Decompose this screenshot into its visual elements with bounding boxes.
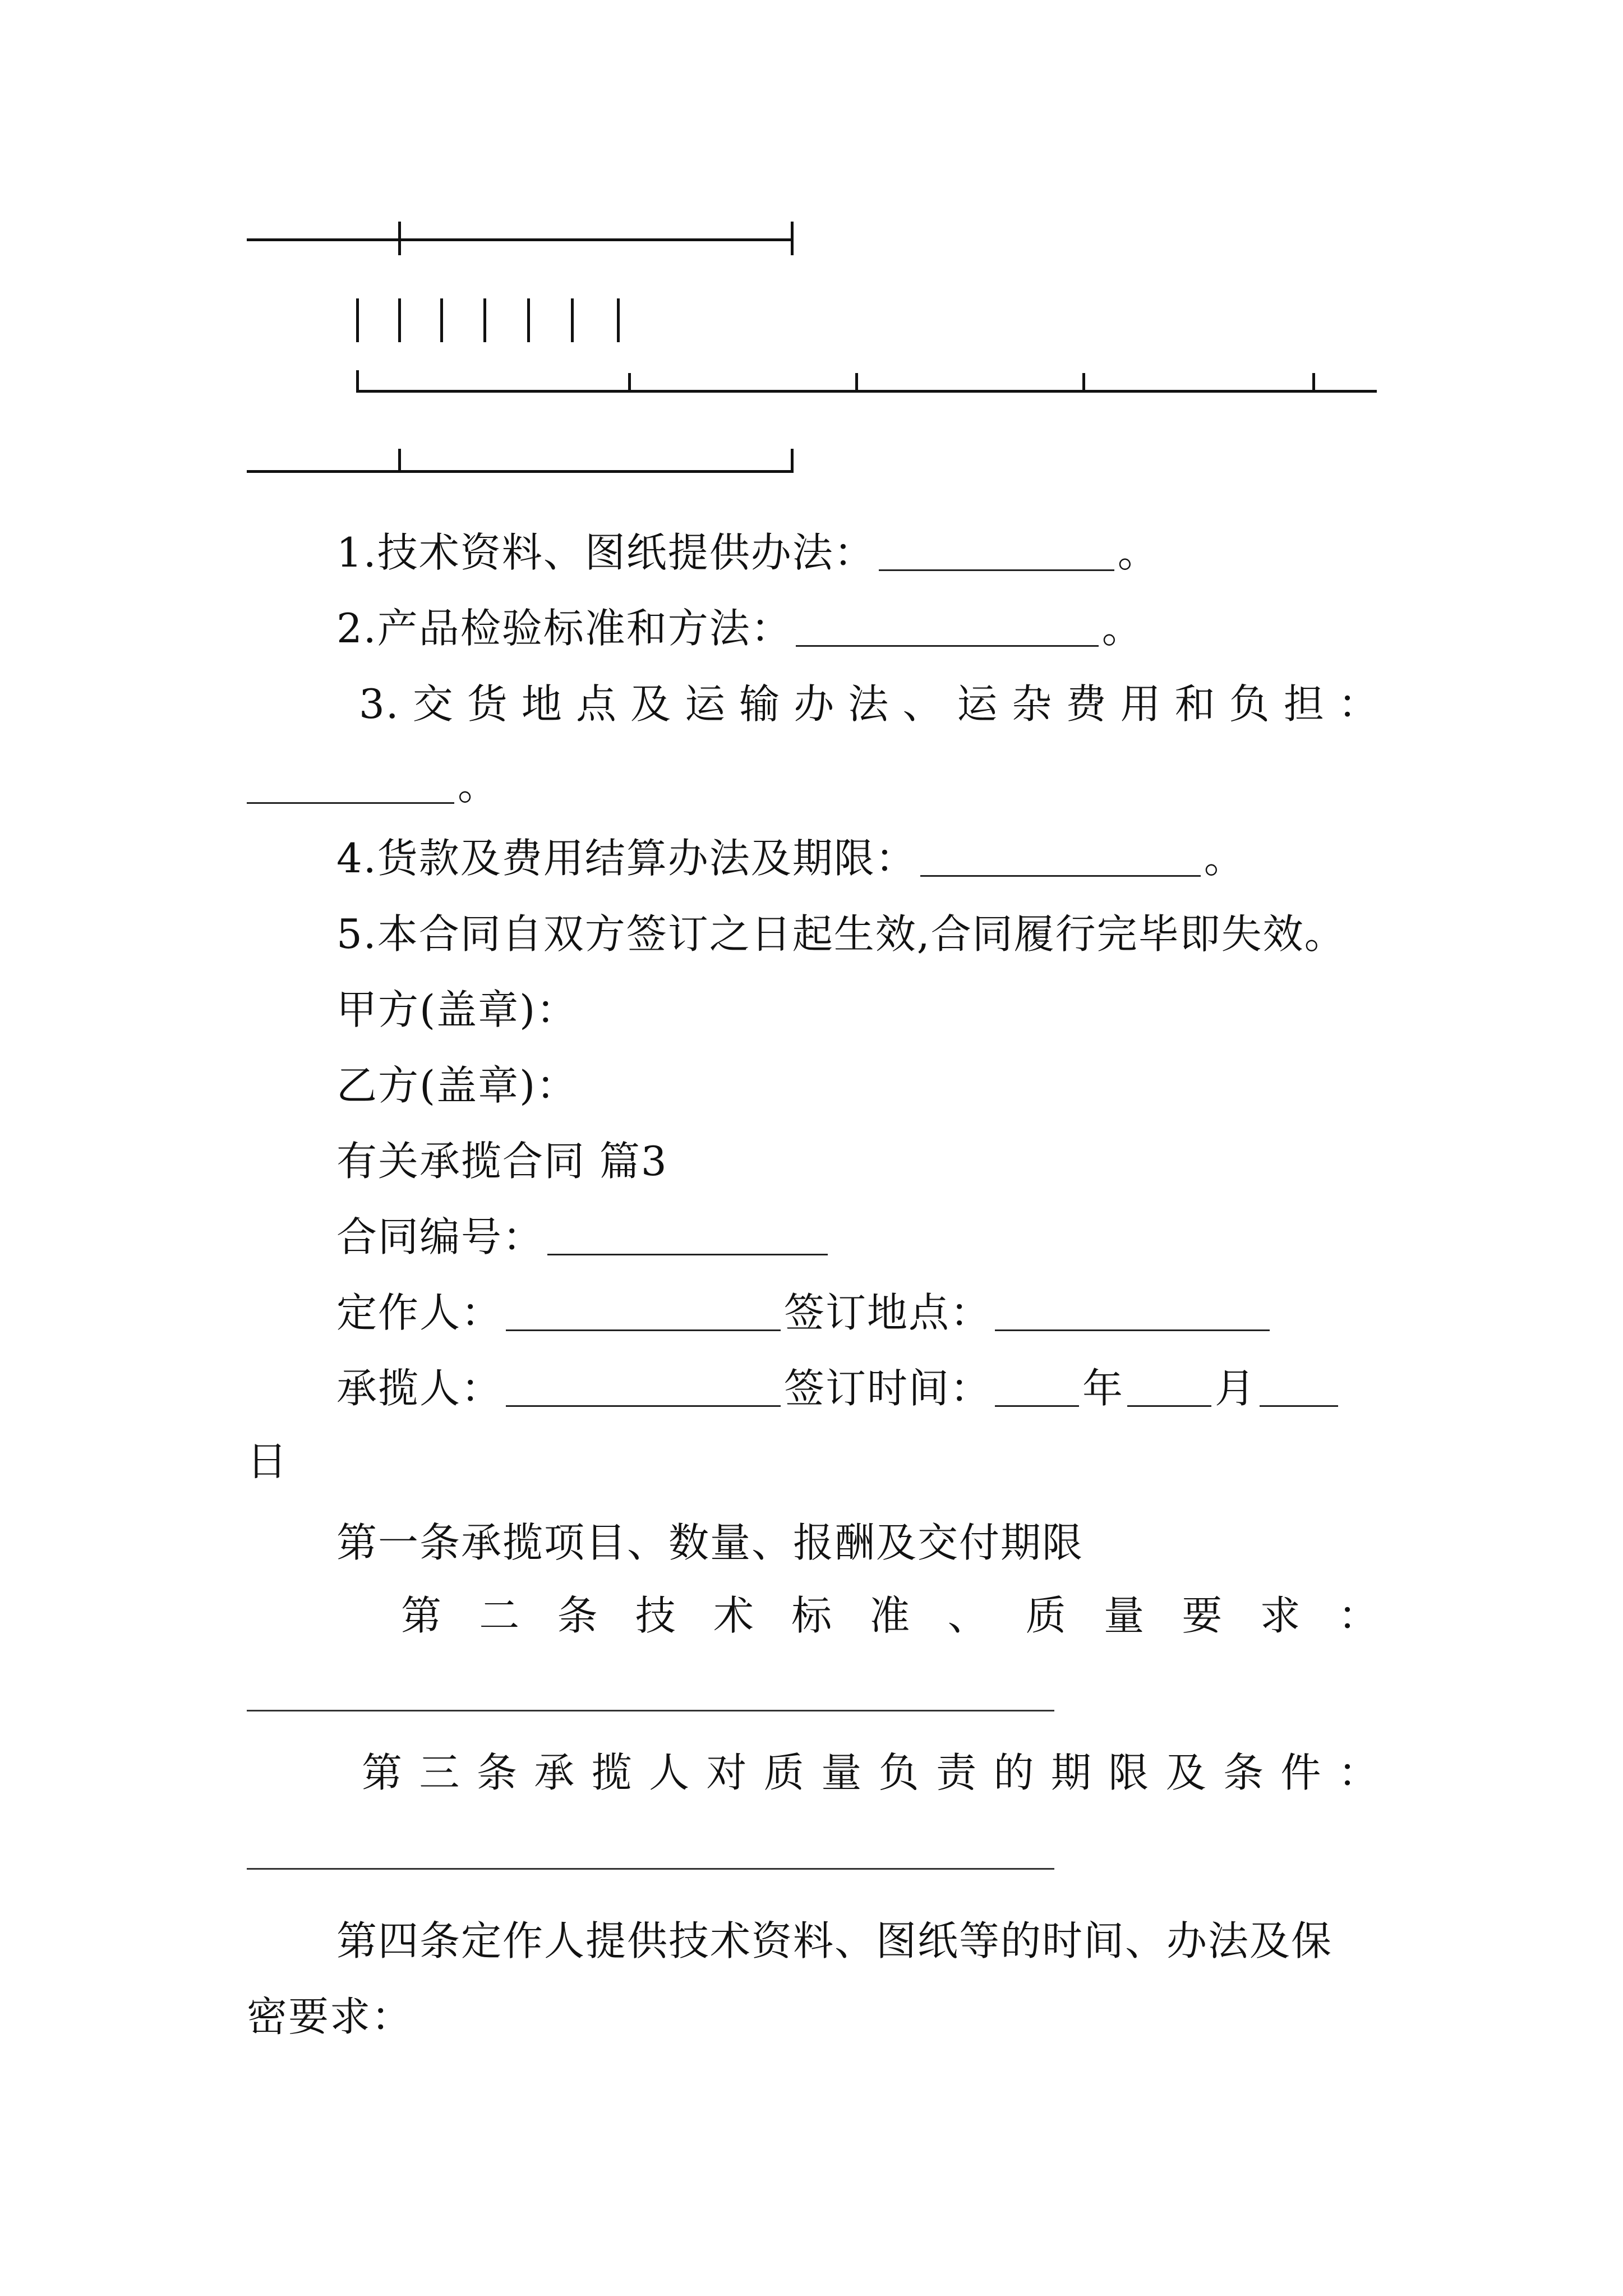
article-2-char: 二 <box>479 1592 521 1639</box>
tech-docs-label: 1.技术资料、图纸提供办法： <box>336 529 875 576</box>
article-3-char: 量 <box>821 1749 863 1796</box>
delivery-char: 费 <box>1066 680 1108 728</box>
contract3-heading: 有关承揽合同 篇3 <box>336 1138 668 1185</box>
article-4-cont: 密要求： <box>247 1993 413 2040</box>
delivery-char: 办 <box>794 680 836 728</box>
contractor-row <box>336 1360 1341 1416</box>
article-3-char: 第 <box>362 1749 404 1796</box>
article-3-char: 的 <box>993 1749 1035 1796</box>
article-2-char: ： <box>1338 1592 1380 1639</box>
payment-clause <box>336 830 1246 886</box>
month-label: 月 <box>1215 1365 1257 1412</box>
tech-docs-clause <box>336 524 1159 581</box>
article-2-char: 质 <box>1025 1592 1067 1639</box>
delivery-clause <box>359 676 1380 732</box>
delivery-clause-cont <box>247 757 499 813</box>
article-3-char: 条 <box>476 1749 518 1796</box>
payment-label: 4.货款及费用结算办法及期限： <box>336 835 917 882</box>
article-3-char: 条 <box>1223 1749 1265 1796</box>
delivery-char: 交 <box>412 680 454 728</box>
article-2-char: 术 <box>713 1592 755 1639</box>
article-3-char: 质 <box>763 1749 805 1796</box>
orderer-blank[interactable] <box>506 1292 781 1331</box>
article-2 <box>401 1588 1380 1644</box>
delivery-char: 杂 <box>1011 680 1053 728</box>
party-b-seal: 乙方(盖章)： <box>336 1062 578 1109</box>
delivery-char: 和 <box>1174 680 1216 728</box>
contract-number-blank[interactable] <box>547 1217 828 1255</box>
delivery-char: 负 <box>1229 680 1271 728</box>
article-2-char: 第 <box>401 1592 443 1639</box>
tech-docs-end: 。 <box>1117 529 1159 576</box>
sign-time-label: 签订时间： <box>784 1365 992 1412</box>
sign-place-blank[interactable] <box>995 1292 1270 1331</box>
article-2-char: 准 <box>869 1592 911 1639</box>
inspection-clause <box>336 600 1144 656</box>
contractor-label: 承揽人： <box>336 1365 503 1412</box>
delivery-char: ： <box>1338 680 1380 728</box>
delivery-char: 运 <box>957 680 999 728</box>
article-3-char: 限 <box>1108 1749 1150 1796</box>
article-2-char: 、 <box>947 1592 989 1639</box>
article-3-char: 揽 <box>591 1749 633 1796</box>
delivery-char: 输 <box>739 680 781 728</box>
party-a-seal: 甲方(盖章)： <box>336 986 578 1033</box>
delivery-char: 、 <box>902 680 944 728</box>
year-label: 年 <box>1082 1365 1124 1412</box>
article-2-char: 技 <box>635 1592 677 1639</box>
delivery-char: 点 <box>575 680 617 728</box>
article-2-char: 求 <box>1260 1592 1302 1639</box>
article-2-char: 要 <box>1182 1592 1224 1639</box>
delivery-char: 法 <box>848 680 890 728</box>
delivery-blank[interactable] <box>247 765 454 804</box>
article-3-char: 期 <box>1050 1749 1092 1796</box>
article-3-char: 承 <box>534 1749 576 1796</box>
article-3-char: 及 <box>1165 1749 1207 1796</box>
payment-blank[interactable] <box>920 838 1201 877</box>
inspection-blank[interactable] <box>796 608 1099 647</box>
day-blank[interactable] <box>1260 1368 1338 1407</box>
delivery-char: 运 <box>685 680 727 728</box>
article-2-char: 条 <box>557 1592 599 1639</box>
delivery-char: 地 <box>521 680 563 728</box>
delivery-char: 担 <box>1283 680 1325 728</box>
contract-number-label: 合同编号： <box>336 1213 545 1260</box>
tech-docs-blank[interactable] <box>879 532 1114 571</box>
sign-place-label: 签订地点： <box>784 1289 992 1336</box>
article-4: 第四条定作人提供技术资料、图纸等的时间、办法及保 <box>336 1917 1333 1964</box>
year-blank[interactable] <box>995 1368 1079 1407</box>
contract-number-row <box>336 1209 831 1265</box>
inspection-end: 。 <box>1101 605 1144 652</box>
article-3-char: 件 <box>1280 1749 1322 1796</box>
delivery-end: 。 <box>458 762 500 809</box>
month-blank[interactable] <box>1127 1368 1211 1407</box>
article-1: 第一条承揽项目、数量、报酬及交付期限 <box>336 1519 1084 1566</box>
delivery-char: 货 <box>467 680 509 728</box>
payment-end: 。 <box>1204 835 1246 882</box>
orderer-row <box>336 1285 1273 1341</box>
article-3-char: 三 <box>419 1749 461 1796</box>
article-3-char: 对 <box>706 1749 748 1796</box>
article-3-char: 责 <box>936 1749 978 1796</box>
article-2-char: 量 <box>1104 1592 1146 1639</box>
article-3 <box>362 1745 1380 1801</box>
article-2-char: 标 <box>791 1592 833 1639</box>
article-3-blank[interactable] <box>247 1868 1054 1870</box>
day-label: 日 <box>247 1438 289 1485</box>
delivery-char: 3. <box>359 680 400 728</box>
article-3-char: 负 <box>878 1749 920 1796</box>
inspection-label: 2.产品检验标准和方法： <box>336 605 792 652</box>
article-3-char: 人 <box>649 1749 691 1796</box>
delivery-char: 及 <box>630 680 672 728</box>
article-3-char: ： <box>1338 1749 1380 1796</box>
delivery-char: 用 <box>1120 680 1162 728</box>
effect-clause: 5.本合同自双方签订之日起生效,合同履行完毕即失效。 <box>336 910 1346 958</box>
contractor-blank[interactable] <box>506 1368 781 1407</box>
article-2-blank[interactable] <box>247 1710 1054 1711</box>
orderer-label: 定作人： <box>336 1289 503 1336</box>
